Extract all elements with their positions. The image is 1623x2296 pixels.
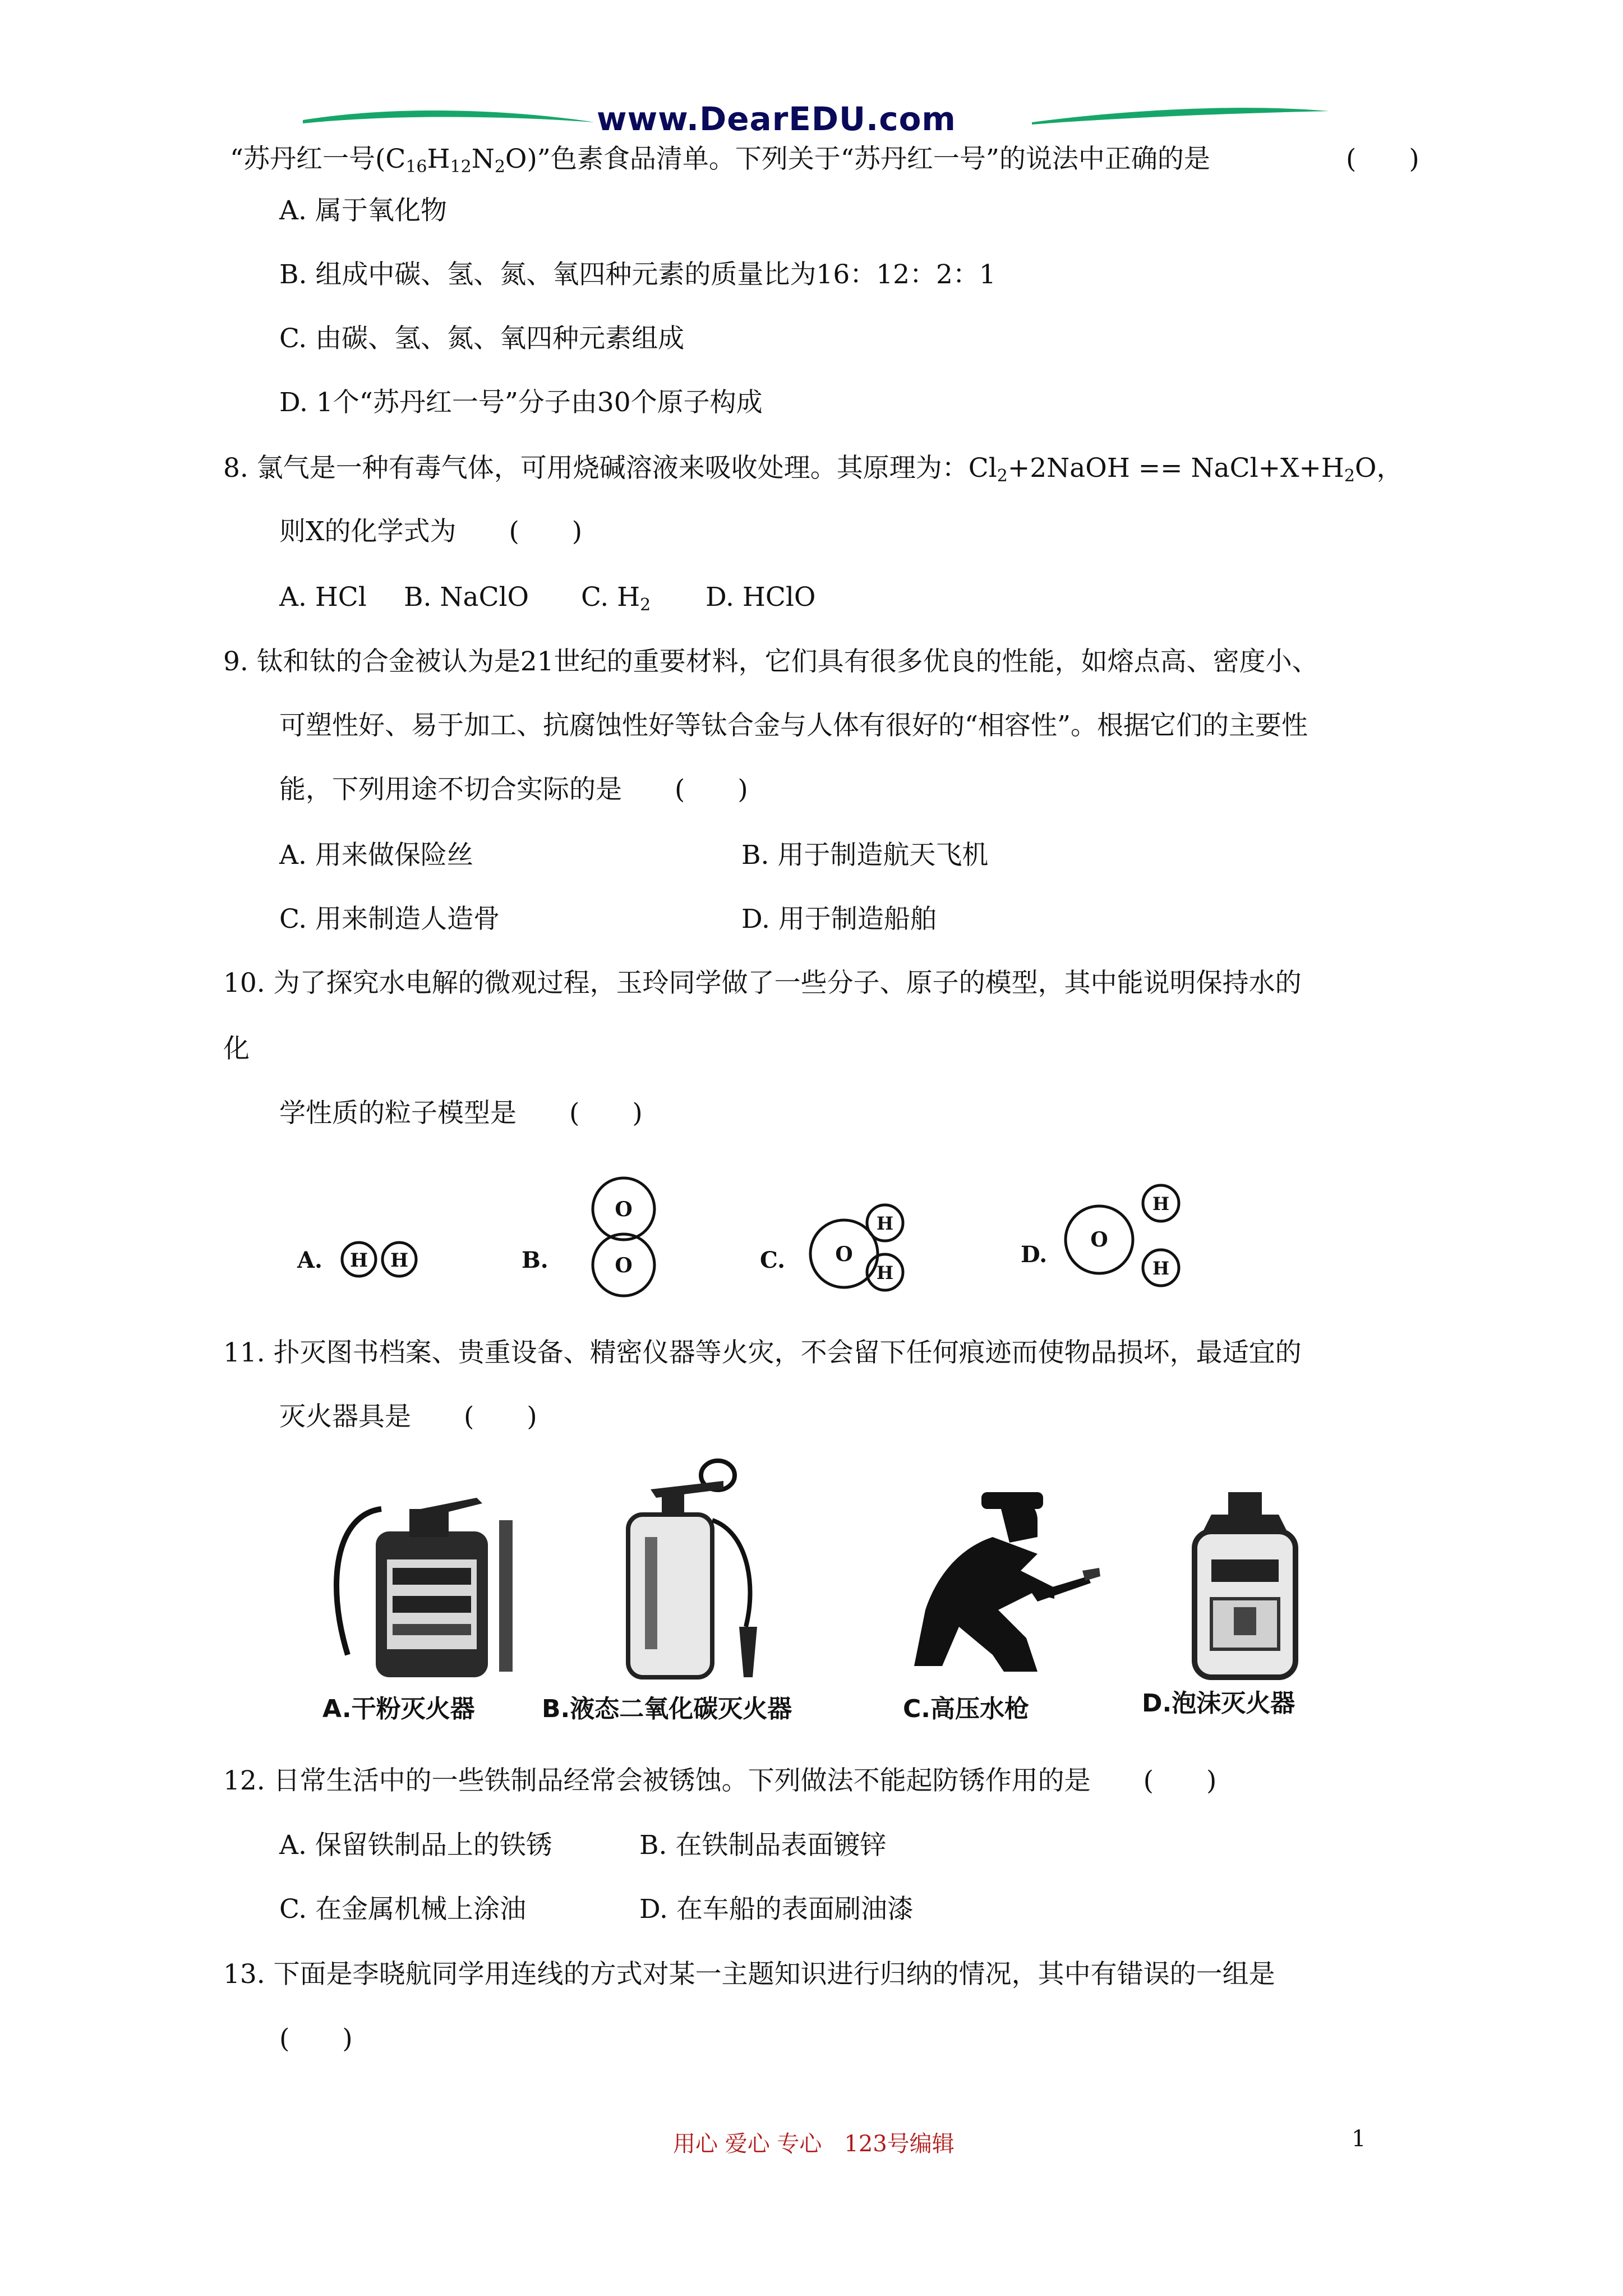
- q10-d-atom-h2-symbol: H: [1152, 1258, 1170, 1279]
- q13-stem-line1: 13. 下面是李晓航同学用连线的方式对某一主题知识进行归纳的情况，其中有错误的一组是: [223, 1959, 1275, 1990]
- q11-stem-line1: 11. 扑灭图书档案、贵重设备、精密仪器等火灾，不会留下任何痕迹而使物品损坏，最适宜的: [223, 1337, 1302, 1368]
- q9-stem-line2: 可塑性好、易于加工、抗腐蚀性好等钛合金与人体有很好的“相容性”。根据它们的主要性: [279, 710, 1308, 741]
- q10-b-atom-o2-symbol: O: [615, 1254, 633, 1277]
- q11-caption-d: D.泡沫灭火器: [1142, 1689, 1295, 1718]
- q11-stem-line2: 灭火器具是 ( ): [279, 1401, 537, 1432]
- footer-editor-note: 用心 爱心 专心 123号编辑: [673, 2131, 955, 2157]
- q8-stem-line2: 则X的化学式为 ( ): [279, 516, 583, 547]
- q12-stem: 12. 日常生活中的一些铁制品经常会被锈蚀。下列做法不能起防锈作用的是 ( ): [223, 1765, 1217, 1796]
- q10-label-a: A.: [297, 1247, 322, 1273]
- q12-option-c: C. 在金属机械上涂油: [279, 1894, 527, 1925]
- dry-powder-extinguisher-picture: [314, 1470, 606, 1683]
- high-pressure-water-gun-picture: [897, 1487, 1110, 1688]
- q10-a-atom-h1-symbol: H: [349, 1249, 368, 1272]
- q9-stem-line1: 9. 钛和钛的合金被认为是21世纪的重要材料，它们具有很多优良的性能，如熔点高、密度小、: [223, 646, 1318, 677]
- q10-stem-line2: 化: [223, 1033, 250, 1064]
- q12-option-b: B. 在铁制品表面镀锌: [639, 1830, 887, 1861]
- banner-swoosh-right: [1032, 108, 1329, 125]
- q10-molecule-models: [292, 1172, 1447, 1307]
- q12-option-d: D. 在车船的表面刷油漆: [639, 1894, 914, 1925]
- q13-stem-line2: ( ): [279, 2023, 353, 2054]
- site-logo-text: www.DearEDU.com: [597, 100, 956, 138]
- q10-c-atom-o-symbol: O: [835, 1243, 853, 1266]
- page-number: 1: [1352, 2126, 1366, 2152]
- q9-option-c: C. 用来制造人造骨: [279, 904, 500, 935]
- q7-option-a: A. 属于氧化物: [279, 195, 447, 226]
- q7-option-c: C. 由碳、氢、氮、氧四种元素组成: [279, 323, 685, 354]
- q9-stem-line3: 能，下列用途不切合实际的是 ( ): [279, 774, 748, 805]
- q10-label-d: D.: [1021, 1241, 1048, 1268]
- q8-option-d: D. HClO: [706, 582, 816, 613]
- q10-d-atom-o-symbol: O: [1090, 1228, 1108, 1251]
- q9-option-d: D. 用于制造船舶: [741, 904, 937, 935]
- liquid-co2-extinguisher-picture: [589, 1458, 791, 1688]
- q10-label-c: C.: [760, 1247, 786, 1273]
- q7-answer-paren: ( ): [1346, 144, 1419, 174]
- banner-swoosh-left: [303, 111, 594, 123]
- q12-option-a: A. 保留铁制品上的铁锈: [279, 1830, 552, 1861]
- q8-option-a: A. HCl: [279, 582, 367, 613]
- q10-a-atom-h2-symbol: H: [390, 1249, 409, 1272]
- q9-option-b: B. 用于制造航天飞机: [741, 840, 989, 871]
- q8-option-c: C. $H_2$: [581, 582, 651, 615]
- q10-c-atom-h2-symbol: H: [876, 1262, 894, 1283]
- q11-caption-c: C.高压水枪: [903, 1695, 1030, 1723]
- q10-b-atom-o1-symbol: O: [615, 1198, 633, 1221]
- foam-extinguisher-picture: [1183, 1492, 1318, 1683]
- q11-caption-b: B.液态二氧化碳灭火器: [542, 1695, 792, 1723]
- q8-stem-line1: 8. 氯气是一种有毒气体，可用烧碱溶液来吸收处理。其原理为：$Cl_2+2NaOH$ == $NaCl+X+H_2O$，: [223, 453, 1403, 486]
- q10-stem-line1: 10. 为了探究水电解的微观过程，玉玲同学做了一些分子、原子的模型，其中能说明保持水的: [223, 968, 1302, 999]
- q10-d-atom-h1-symbol: H: [1152, 1193, 1170, 1214]
- q7-option-d: D. 1个“苏丹红一号”分子由30个原子构成: [279, 387, 763, 418]
- q9-option-a: A. 用来做保险丝: [279, 840, 473, 871]
- q10-label-b: B.: [522, 1247, 548, 1273]
- q7-stem: “苏丹红一号$(C_{16}H_{12}N_2O)$”色素食品清单。下列关于“苏丹红一号”的说法中正确的是: [230, 144, 1210, 177]
- q8-option-b: B. NaClO: [404, 582, 529, 613]
- q10-c-atom-h1-symbol: H: [876, 1213, 894, 1234]
- q11-caption-a: A.干粉灭火器: [322, 1695, 475, 1723]
- q7-option-b: B. 组成中碳、氢、氮、氧四种元素的质量比为16：12：2：1: [279, 259, 996, 290]
- q10-stem-line3: 学性质的粒子模型是 ( ): [279, 1098, 643, 1129]
